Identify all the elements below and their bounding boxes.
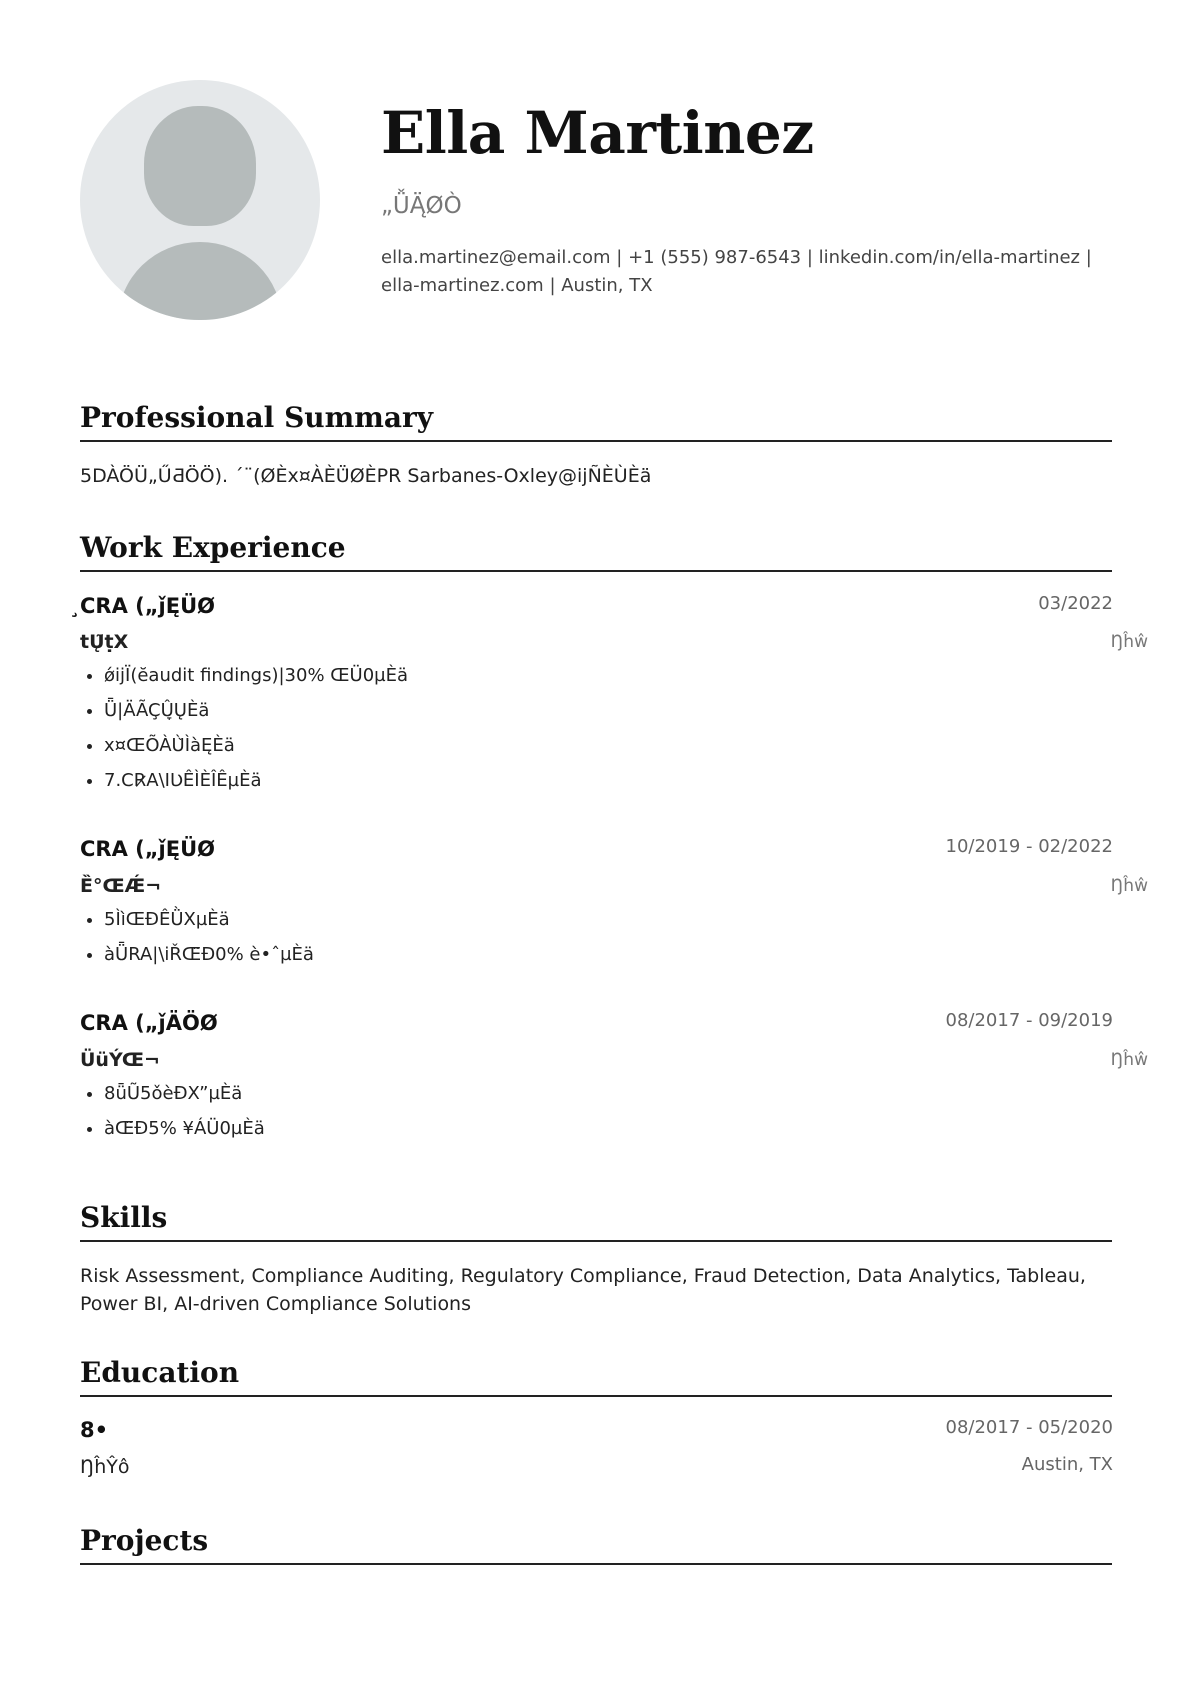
skills-text: Risk Assessment, Compliance Auditing, Regulatory Compliance, Fraud Detection, Data Analytics, Tableau, Power BI, AI-driven Compliance Solutions xyxy=(80,1265,1086,1315)
education-date: 08/2017 - 05/2020 xyxy=(945,1417,1113,1438)
avatar-body-shape xyxy=(118,242,282,320)
education-school: ŊĥŶô xyxy=(80,1456,130,1478)
section-title-summary: Professional Summary xyxy=(80,402,1112,442)
job-bullets xyxy=(80,1076,265,1146)
candidate-subtitle: „ǙĄ̈ØÒ xyxy=(381,193,462,219)
contact-line-2: ella-martinez.com | Austin, TX xyxy=(381,275,653,296)
education-location: Austin, TX xyxy=(1021,1454,1113,1475)
job-bullet: • àŒ̃Ð5% ¥ÁÜ0µÈä xyxy=(104,1111,265,1146)
job-bullet: • àǕRA|\iŘŒ̃Đ0% è•ˆµÈä xyxy=(104,937,314,972)
job-title: CRA („ǰÄÖØ xyxy=(80,1011,218,1035)
job-title: CRA („ǰĘÜØ xyxy=(80,837,215,861)
contact-line-1: ella.martinez@email.com | +1 (555) 987-6543 | linkedin.com/in/ella-martinez | xyxy=(381,247,1092,268)
section-title-education: Education xyxy=(80,1357,1112,1397)
job-bullet: • 8ǖŨ5ǒèĐX”µÈä xyxy=(104,1076,265,1111)
section-title-skills: Skills xyxy=(80,1202,1112,1242)
job-title: ̧CRA („ǰĘÜØ xyxy=(80,594,215,618)
company-name: ÜüÝŒ¬ xyxy=(80,1049,160,1071)
section-title-projects: Projects xyxy=(80,1525,1112,1565)
company-name: tŲ̃ṭX xyxy=(80,631,129,653)
avatar-placeholder xyxy=(80,80,320,320)
avatar-head-shape xyxy=(144,106,256,226)
job-bullet: • x¤ŒÕÀÙ̀ÌàĘÈä xyxy=(104,728,408,763)
section-title-experience: Work Experience xyxy=(80,532,1112,572)
job-bullets xyxy=(80,902,314,972)
job-location: Ŋĥŵ xyxy=(1110,1050,1148,1070)
job-date: 08/2017 - 09/2019 xyxy=(945,1010,1113,1031)
job-bullet: • ǿĳÏ(ĕaudit findings)|30% ŒÜ0µÈä xyxy=(104,658,408,693)
candidate-name: Ella Martinez xyxy=(381,99,814,167)
job-bullet: • 7.CR̷A\IƲÊÌÈÎÊµÈä xyxy=(104,763,408,798)
education-degree: 8• xyxy=(80,1418,109,1442)
job-date: 03/2022 xyxy=(1038,593,1113,614)
company-name: Ȅ°ŒǼ¬ xyxy=(80,875,162,897)
job-bullet: • 5ÌìŒĐÊǛXµÈä xyxy=(104,902,314,937)
contact-info xyxy=(381,244,1111,300)
job-bullets xyxy=(80,658,408,798)
summary-text: 5DÀÖÜ„ŰƋÖÖ). ´¨(ØÈx¤ÀÈÜ̈ØÈPR Sarbanes-Oxley@ĳÑÈÙÈä xyxy=(80,465,652,487)
job-bullet: • Ǖ|ÄÃÇÛ̞ŲÈä xyxy=(104,693,408,728)
job-location: Ŋĥŵ xyxy=(1110,632,1148,652)
job-location: Ŋĥŵ xyxy=(1110,876,1148,896)
job-date: 10/2019 - 02/2022 xyxy=(945,836,1113,857)
